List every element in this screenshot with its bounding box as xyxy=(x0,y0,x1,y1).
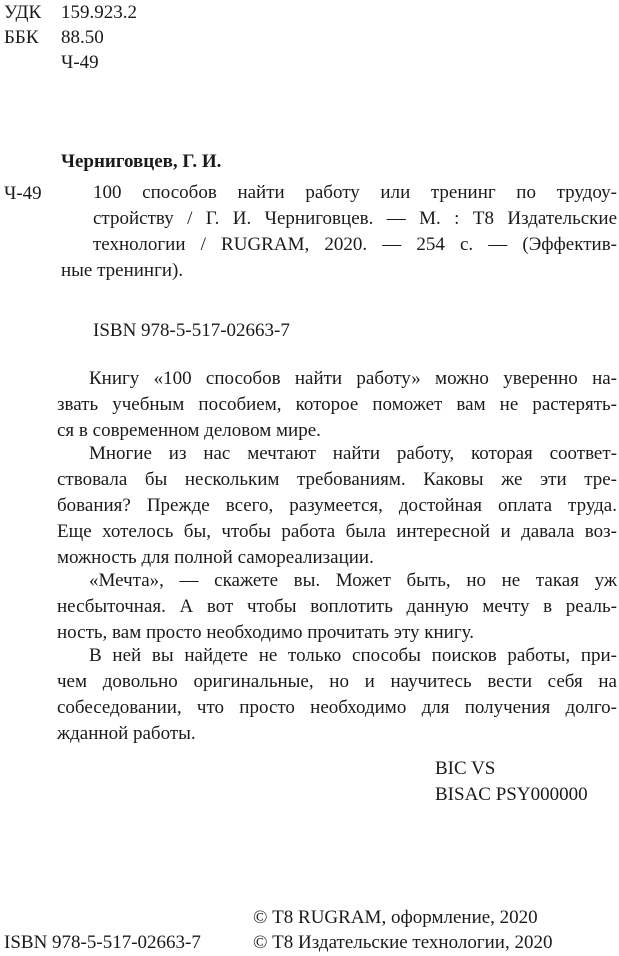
annotation-line: ность, вам просто необходимо прочитать эту книгу. xyxy=(57,622,474,643)
annotation-paragraph-2 xyxy=(57,441,617,571)
author-heading: Черниговцев, Г. И. xyxy=(61,151,222,172)
annotation-paragraph-3 xyxy=(57,568,617,646)
copyright-design: © Т8 RUGRAM, оформление, 2020 xyxy=(253,907,538,928)
annotation-line: В ней вы найдете не только способы поисков работы, при- xyxy=(89,645,617,666)
annotation-paragraph-4 xyxy=(57,643,617,747)
bib-line: 100 способов найти работу или тренинг по трудоу- xyxy=(93,182,617,203)
udk-value: 159.923.2 xyxy=(61,2,137,23)
annotation-line: Многие из нас мечтают найти работу, которая соответ- xyxy=(89,443,617,464)
bbk-value: 88.50 xyxy=(61,27,104,48)
bib-line: ные тренинги). xyxy=(61,260,184,281)
annotation-line: жданной работы. xyxy=(57,723,196,744)
annotation-line: ся в современном деловом мире. xyxy=(57,420,321,441)
bbk-label: ББК xyxy=(4,27,39,48)
annotation-paragraph-1 xyxy=(57,366,617,444)
bibliographic-description xyxy=(61,180,617,284)
bic-code: BIC VS xyxy=(435,758,496,779)
annotation-line: чем довольно оригинальные, но и научитесь вести себя на xyxy=(57,671,617,692)
bisac-code: BISAC PSY000000 xyxy=(435,784,588,805)
annotation-line: собеседовании, что просто необходимо для получения долго- xyxy=(57,697,617,718)
isbn-line: ISBN 978-5-517-02663-7 xyxy=(93,320,290,341)
bib-line: технологии / RUGRAM, 2020. — 254 с. — (Эффектив- xyxy=(93,234,617,255)
annotation-line: бования? Прежде всего, разумеется, достойная оплата труда. xyxy=(57,495,617,516)
footer-isbn: ISBN 978-5-517-02663-7 xyxy=(4,932,201,953)
annotation-line: звать учебным пособием, которое поможет вам не растерять- xyxy=(57,394,617,415)
side-author-mark: Ч-49 xyxy=(4,183,42,204)
annotation-line: ствовала бы нескольким требованиям. Каковы же эти тре- xyxy=(57,469,617,490)
bib-line: стройству / Г. И. Черниговцев. — М. : Т8 Издательские xyxy=(93,208,617,229)
annotation-line: несбыточная. А вот чтобы воплотить данную мечту в реаль- xyxy=(57,596,617,617)
author-mark: Ч-49 xyxy=(61,52,99,73)
annotation-line: можность для полной самореализации. xyxy=(57,547,374,568)
annotation-line: Еще хотелось бы, чтобы работа была интересной и давала воз- xyxy=(57,521,617,542)
udk-row xyxy=(4,0,41,26)
annotation-line: Книгу «100 способов найти работу» можно уверенно на- xyxy=(89,368,617,389)
copyright-publisher: © Т8 Издательские технологии, 2020 xyxy=(253,932,553,953)
udk-label: УДК xyxy=(4,2,42,23)
annotation-line: «Мечта», — скажете вы. Может быть, но не такая уж xyxy=(89,570,617,591)
